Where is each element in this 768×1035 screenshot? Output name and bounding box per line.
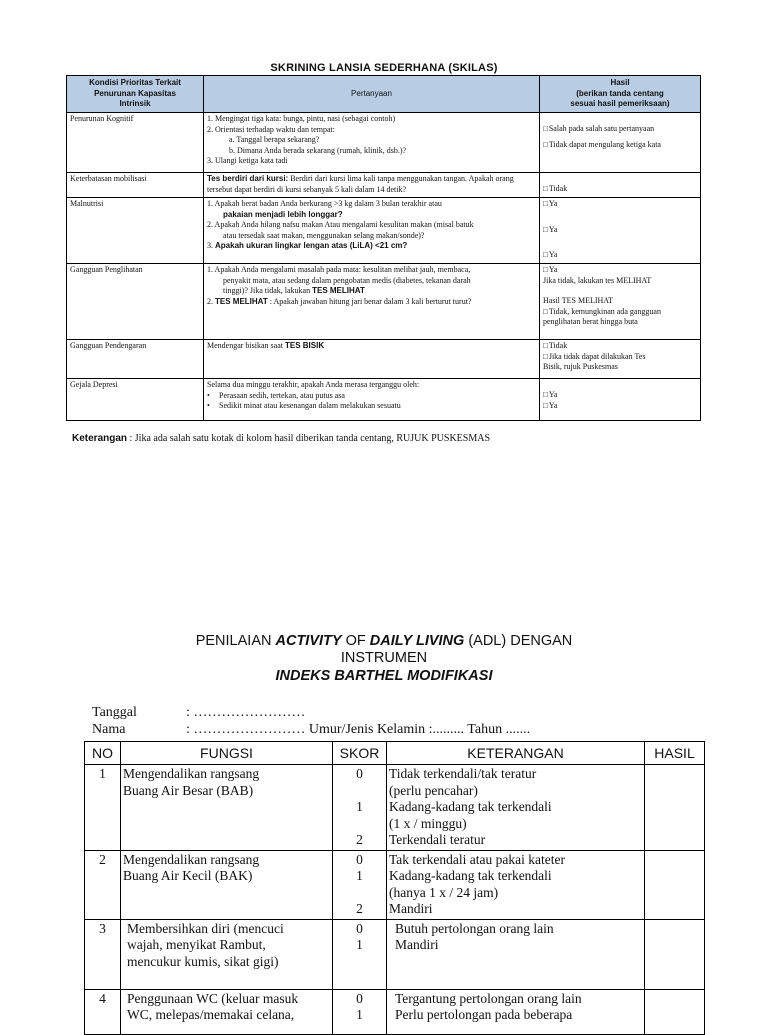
checkbox-option[interactable]: □ Salah pada salah satu pertanyaan — [543, 124, 697, 135]
skor-cell: 0 1 2 — [333, 765, 387, 851]
list-item: • Perasaan sedih, tertekan, atau putus asa — [207, 391, 536, 402]
adl-subtitle: INDEKS BARTHEL MODIFIKASI — [275, 668, 493, 684]
pertanyaan-cell: 1. Apakah berat badan Anda berkurang >3 kg dalam 3 bulan terakhir atau pakaian menjadi lebih longgar? 2. Apakah Anda hilang nafsu makan Atau mengalami kesulitan makan (misal batuk atau tersedak saat makan, menggunakan selang makan/sonde)? 3. Apakah ukuran lingkar lengan atas (LiLA) <21 cm? — [204, 198, 540, 264]
nama-field: Nama : …………………… Umur/Jenis Kelamin :......... Tahun ....... — [92, 722, 531, 737]
list-item: • Sedikit minat atau kesenangan dalam melakukan sesuatu — [207, 401, 536, 412]
checkbox-option[interactable]: □ Ya — [543, 390, 697, 401]
checkbox-option[interactable]: □ Tidak — [543, 341, 697, 352]
skilas-table — [66, 75, 701, 421]
hasil-cell[interactable] — [645, 919, 705, 989]
skor-cell: 0 1 — [333, 919, 387, 989]
skilas-title: SKRINING LANSIA SEDERHANA (SKILAS) — [270, 62, 498, 74]
row-number: 4 — [85, 989, 121, 1034]
header-keterangan: KETERANGAN — [387, 742, 645, 765]
fungsi-cell: Membersihkan diri (mencuci wajah, menyikat Rambut, mencukur kumis, sikat gigi) — [121, 919, 333, 989]
checkbox-option[interactable]: □ Ya — [543, 250, 697, 261]
checkbox-option[interactable]: □ Ya — [543, 225, 697, 236]
pertanyaan-cell: 1. Mengingat tiga kata: bunga, pintu, nasi (sebagai contoh) 2. Orientasi terhadap waktu dan tempat: a. Tanggal berapa sekarang? b. Dimana Anda berada sekarang (rumah, klinik, dsb.)? 3. Ulangi ketiga kata tadi — [204, 113, 540, 173]
adl-title: PENILAIAN ACTIVITY OF DAILY LIVING (ADL) DENGAN — [195, 633, 573, 649]
skilas-row-depresi — [67, 379, 701, 421]
hasil-cell — [540, 173, 701, 198]
keterangan-note: Keterangan : Jika ada salah satu kotak di kolom hasil diberikan tanda centang, RUJUK PUSKESMAS — [72, 433, 491, 444]
skor-cell: 0 1 2 — [333, 850, 387, 919]
table-row — [85, 989, 705, 1034]
checkbox-option[interactable]: □ Ya — [543, 199, 697, 210]
pertanyaan-cell: Mendengar bisikan saat TES BISIK — [204, 340, 540, 379]
header-hasil: Hasil (berikan tanda centang sesuai hasil pemeriksaan) — [540, 76, 701, 113]
kondisi-cell: Gejala Depresi — [67, 379, 204, 421]
header-no: NO — [85, 742, 121, 765]
fungsi-cell: Mengendalikan rangsang Buang Air Besar (BAB) — [121, 765, 333, 851]
row-number: 2 — [85, 850, 121, 919]
kondisi-cell: Malnutrisi — [67, 198, 204, 264]
hasil-cell — [540, 379, 701, 421]
adl-title-line-2: INSTRUMEN — [340, 650, 428, 666]
table-row — [85, 850, 705, 919]
skilas-row-pendengaran — [67, 340, 701, 379]
kondisi-cell: Gangguan Penglihatan — [67, 264, 204, 340]
kondisi-cell: Gangguan Pendengaran — [67, 340, 204, 379]
hasil-cell[interactable] — [645, 765, 705, 851]
header-skor: SKOR — [333, 742, 387, 765]
skilas-row-mobilisasi — [67, 173, 701, 198]
header-hasil: HASIL — [645, 742, 705, 765]
pertanyaan-cell: Tes berdiri dari kursi: Berdiri dari kursi lima kali tanpa menggunakan tangan. Apakah orang tersebut dapat berdiri di kursi sebanyak 5 kali dalam 14 detik? — [204, 173, 540, 198]
header-fungsi: FUNGSI — [121, 742, 333, 765]
adl-header-row — [85, 742, 705, 765]
keterangan-cell: Butuh pertolongan orang lain Mandiri — [387, 919, 645, 989]
row-number: 1 — [85, 765, 121, 851]
checkbox-option[interactable]: □ Ya — [543, 265, 697, 276]
hasil-cell: □ Ya Jika tidak, lakukan tes MELIHAT Hasil TES MELIHAT □ Tidak, kemungkinan ada gangguan penglihatan berat hingga buta — [540, 264, 701, 340]
header-pertanyaan: Pertanyaan — [204, 76, 540, 113]
skilas-row-penglihatan — [67, 264, 701, 340]
hasil-cell[interactable] — [645, 850, 705, 919]
nama-input[interactable]: : …………………… Umur/Jenis Kelamin :......... Tahun ....... — [186, 722, 531, 737]
hasil-cell — [540, 113, 701, 173]
table-row — [85, 919, 705, 989]
checkbox-option[interactable]: □ Tidak dapat mengulang ketiga kata — [543, 140, 697, 151]
skilas-row-kognitif — [67, 113, 701, 173]
kondisi-cell: Keterbatasan mobilisasi — [67, 173, 204, 198]
header-kondisi: Kondisi Prioritas Terkait Penurunan Kapasitas Intrinsik — [67, 76, 204, 113]
checkbox-option[interactable]: □ Ya — [543, 401, 697, 412]
fungsi-cell: Penggunaan WC (keluar masuk WC, melepas/memakai celana, — [121, 989, 333, 1034]
skilas-row-malnutrisi — [67, 198, 701, 264]
keterangan-cell: Tak terkendali atau pakai kateter Kadang-kadang tak terkendali (hanya 1 x / 24 jam) Mandiri — [387, 850, 645, 919]
skilas-header-row — [67, 76, 701, 113]
hasil-cell: □ Tidak □ Jika tidak dapat dilakukan Tes Bisik, rujuk Puskesmas — [540, 340, 701, 379]
pertanyaan-cell: Selama dua minggu terakhir, apakah Anda merasa terganggu oleh: • Perasaan sedih, tertekan, atau putus asa • Sedikit minat atau kesenangan dalam melakukan sesuatu — [204, 379, 540, 421]
skor-cell: 0 1 — [333, 989, 387, 1034]
kondisi-cell: Penurunan Kognitif — [67, 113, 204, 173]
checkbox-option[interactable]: □ Jika tidak dapat dilakukan Tes — [543, 352, 697, 363]
pertanyaan-cell: 1. Apakah Anda mengalami masalah pada mata: kesulitan melihat jauh, membaca, penyakit mata, atau sedang dalam pengobatan medis (diabetes, tekanan darah tinggi)? Jika tidak, lakukan TES MELIHAT 2. TES MELIHAT : Apakah jawaban hitung jari benar dalam 3 kali berturut turut? — [204, 264, 540, 340]
keterangan-cell: Tergantung pertolongan orang lain Perlu pertolongan pada beberapa — [387, 989, 645, 1034]
hasil-cell[interactable] — [645, 989, 705, 1034]
adl-table — [84, 741, 705, 1035]
tanggal-input[interactable]: : …………………… — [186, 705, 306, 720]
row-number: 3 — [85, 919, 121, 989]
keterangan-cell: Tidak terkendali/tak teratur (perlu pencahar) Kadang-kadang tak terkendali (1 x / minggu) Terkendali teratur — [387, 765, 645, 851]
hasil-cell — [540, 198, 701, 264]
table-row — [85, 765, 705, 851]
tanggal-field: Tanggal : …………………… — [92, 705, 306, 720]
fungsi-cell: Mengendalikan rangsang Buang Air Kecil (BAK) — [121, 850, 333, 919]
checkbox-option[interactable]: □ Tidak, kemungkinan ada gangguan — [543, 307, 697, 318]
checkbox-option[interactable]: □ Tidak — [543, 184, 697, 195]
